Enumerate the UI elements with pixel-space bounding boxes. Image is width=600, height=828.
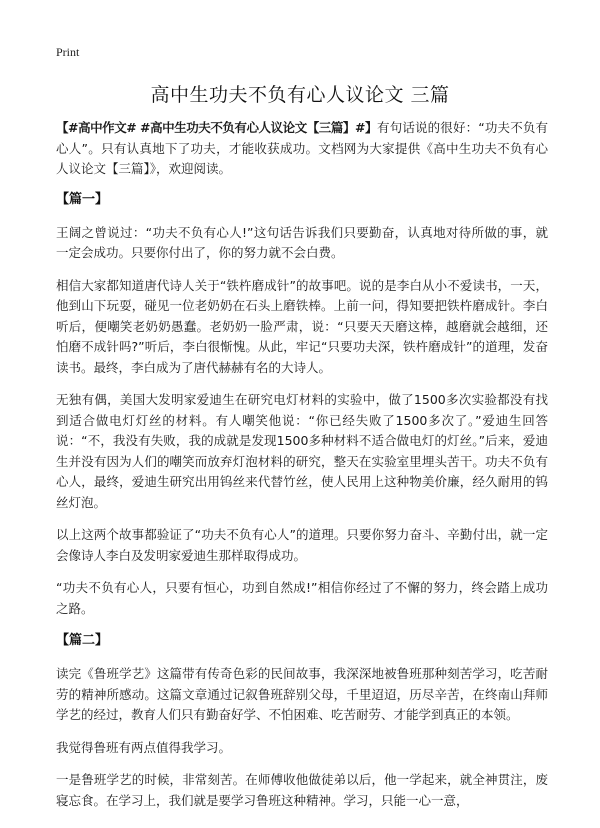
paragraph: 我觉得鲁班有两点值得我学习。 [56, 739, 232, 755]
paragraph: 无独有偶，美国大发明家爱迪生在研究电灯材料的实验中，做了1500多次实验都没有找到适合做电灯灯丝的材料。有人嘲笑他说：“你已经失败了1500多次了。”爱迪生回答说：“不，我没有失败，我的成就是发现1500多种材料不适合做电灯的灯丝。”后来，爱迪生并没有因为人们的嘲笑而放弃灯泡材料的研究，整天在实验室里埋头苦干。功夫不负有心人，最终，爱迪生研究出用钨丝来代替竹丝，使人民用上这种物美价廉，经久耐用的钨丝灯泡。 [56, 392, 548, 510]
paragraph: 读完《鲁班学艺》这篇带有传奇色彩的民间故事，我深深地被鲁班那种刻苦学习，吃苦耐劳的精神所感动。这篇文章通过记叙鲁班辞别父母，千里迢迢，历尽辛苦，在终南山拜师学艺的经过，教育人们只有勤奋好学、不怕困难、吃苦耐劳、才能学到真正的本领。 [56, 666, 548, 722]
intro-text: 有句话说的很好：“功夫不负有心人”。只有认真地下了功夫，才能收获成功。文档网为大家提供《高中生功夫不负有心人议论文【三篇】》，欢迎阅读。 [56, 120, 548, 176]
intro-bold-lead: 【#高中作文# #高中生功夫不负有心人议论文【三篇】#】 [56, 120, 378, 135]
intro-paragraph [56, 118, 548, 180]
section-heading: 【篇二】 [56, 633, 109, 648]
paragraph: 王阔之曾说过：“功夫不负有心人!”这句话告诉我们只要勤奋，认真地对待所做的事，就一定会成功。只要你付出了，你的努力就不会白费。 [56, 224, 548, 260]
paragraph: 相信大家都知道唐代诗人关于“铁杵磨成针”的故事吧。说的是李白从小不爱读书，一天，他到山下玩耍，碰见一位老奶奶在石头上磨铁棒。上前一问，得知要把铁杵磨成针。李白听后，便嘲笑老奶奶愚蠢。老奶奶一脸严肃，说：“只要天天磨这棒，越磨就会越细，还怕磨不成针吗?”听后，李白很惭愧。从此，牢记“只要功夫深，铁杵磨成针”的道理，发奋读书。最终，李白成为了唐代赫赫有名的大诗人。 [56, 277, 548, 375]
article-body [56, 118, 548, 823]
print-link[interactable]: Print [56, 45, 80, 59]
section-heading: 【篇一】 [56, 191, 109, 207]
page-title: 高中生功夫不负有心人议论文 三篇 [150, 84, 450, 106]
paragraph: 以上这两个故事都验证了“功夫不负有心人”的道理。只要你努力奋斗、辛勤付出，就一定会像诗人李白及发明家爱迪生那样取得成功。 [56, 527, 548, 563]
paragraph: “功夫不负有心人，只要有恒心，功到自然成!”相信你经过了不懈的努力，终会踏上成功之路。 [56, 580, 548, 616]
paragraph: 一是鲁班学艺的时候，非常刻苦。在师傅收他做徒弟以后，他一学起来，就全神贯注，废寝忘食。在学习上，我们就是要学习鲁班这种精神。学习，只能一心一意， [56, 772, 548, 808]
